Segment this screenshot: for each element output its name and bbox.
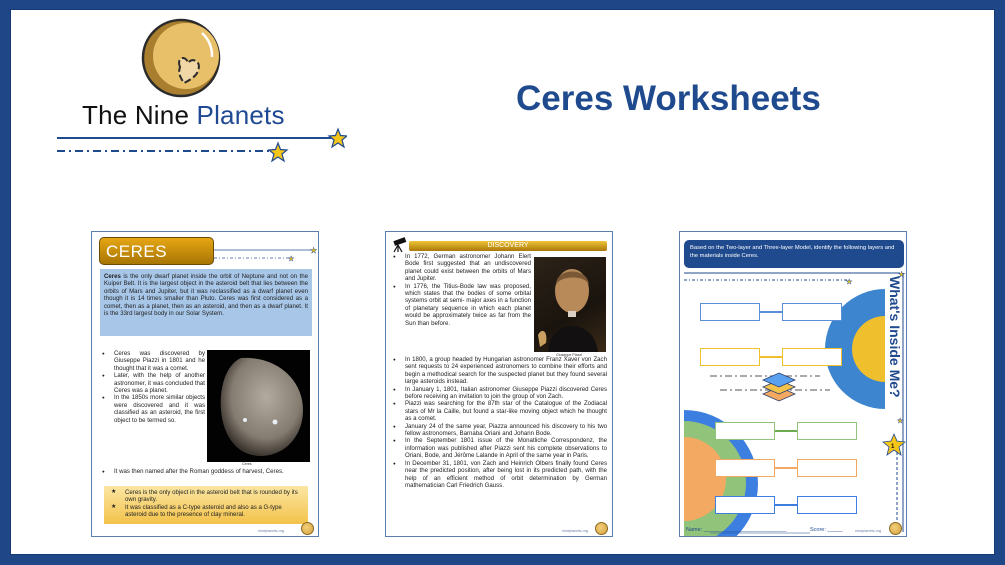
discovery-list-bottom [391,356,607,489]
ceres-highlight-box [104,486,308,524]
ceres-intro: Ceres is the only dwarf planet inside the orbit of Neptune and not on the Kuiper Belt. It is the largest object in the asteroid belt that lies between the orbits of Mars and Jupiter, but it was reclassified as a dwarf planet even though it is 14 times smaller than Pluto. Ceres was first considered as a comet, then as a planet, then as an asteroid, and then as a dwarf planet. It is the 33rd largest body in our Solar System. [100,269,312,336]
svg-text:★: ★ [288,256,295,263]
worksheet-whats-inside[interactable] [679,231,907,537]
list-item: ● In the September 1801 issue of the Monatliche Correspondenz, the information was published after Piazzi sent his complete observations to Oriani, Bode, and Jérôme Lalande in April of the same year in Paris. [391,437,607,459]
worksheet-ceres[interactable] [91,231,319,537]
answer-box[interactable] [797,422,857,440]
brand-logo[interactable] [47,14,347,164]
list-item: ● It was then named after the Roman goddess of harvest, Ceres. [100,468,312,475]
list-item: ● In 1772, German astronomer Johann Elert Bode first suggested that an undiscovered planet could exist between the orbits of Mars and Jupiter. [391,253,531,283]
list-item: ★ It was classified as a C-type asteroid and also as a G-type asteroid due to the presence of clay mineral. [109,504,303,519]
ceres-banner: CERES [99,237,214,265]
telescope-icon [390,237,408,253]
piazzi-caption: Giuseppe Piazzi [556,353,582,357]
svg-text:★: ★ [310,246,318,255]
list-item: ★ Ceres is the only object in the asteroid belt that is rounded by its own gravity. [109,489,303,504]
ceres-facts-list [100,350,205,424]
score-field-label: Score: _____ [810,527,843,533]
answer-box[interactable] [797,459,857,477]
worksheet-vertical-title: What's Inside Me? [887,276,903,398]
discovery-list-top [391,253,531,327]
planet-logo-icon [140,17,222,99]
discovery-banner: DISCOVERY [409,241,607,251]
box-connector [760,311,782,313]
banner-star-lines [214,244,319,266]
page-title: Ceres Worksheets [516,79,821,118]
planet-logo-icon [889,522,902,535]
planet-logo-icon [595,522,608,535]
site-footer: nineplanets.org [258,529,284,533]
star-number: 1 [891,444,895,450]
box-connector [775,430,797,432]
svg-text:★: ★ [846,279,853,286]
box-connector [775,504,797,506]
answer-box[interactable] [715,496,775,514]
answer-box[interactable] [700,348,760,366]
ceres-image-caption: Ceres [242,462,252,466]
list-item: ● In the 1850s more similar objects were discovered and it was classified as an asteroid, the first object to be termed so. [100,394,205,424]
list-item: ● January 24 of the same year, Piazza announced his discovery to his two fellow astronomers, Barnaba Oriani and Johann Bode. [391,423,607,438]
brand-name: The Nine Planets [82,100,285,130]
list-item: ● Piazzi was searching for the 87th star of the Catalogue of the Zodiacal stars of Mr la Caille, but found a star-like moving object which he thought as a comet. [391,400,607,422]
answer-box[interactable] [700,303,760,321]
site-footer: nineplanets.org [562,529,588,533]
answer-box[interactable] [797,496,857,514]
list-item: ● In 1776, the Titius-Bode law was proposed, which states that the bodies of some orbital systems orbit at semi- major axes in a function of planetary sequence in which each planet would be approximately twice as far from the Sun than before. [391,283,531,327]
box-connector [760,356,782,358]
list-item: ● Ceres was discovered by Giuseppe Piazzi in 1801 and he thought that it was a comet. [100,350,205,372]
svg-text:★: ★ [898,270,906,279]
box-connector [775,467,797,469]
ceres-last-fact [100,468,312,475]
worksheet-prompt: Based on the Two-layer and Three-layer Model, identify the following layers and the materials inside Ceres. [684,240,904,268]
list-item: ● In 1800, a group headed by Hungarian astronomer Franz Xaver von Zach sent requests to 24 experienced astronomers to combine their efforts and begin a methodical search for the suspected planet but they found several large asteroids instead. [391,356,607,386]
answer-box[interactable] [715,422,775,440]
logo-star-lines [47,127,347,167]
list-item: ● Later, with the help of another astronomer, it was concluded that Ceres was a planet. [100,372,205,394]
site-footer: nineplanets.org [855,529,881,533]
answer-box[interactable] [782,348,842,366]
ceres-image [207,350,310,462]
worksheet-discovery[interactable] [385,231,613,537]
name-field-label: Name: ___________________________ [686,527,787,533]
page-frame [10,9,995,555]
planet-logo-icon [301,522,314,535]
answer-box[interactable] [715,459,775,477]
list-item: ● In January 1, 1801, Italian astronomer Giuseppe Piazzi discovered Ceres before receiving an invitation to join the group of von Zach. [391,386,607,401]
list-item: ● In December 31, 1801, von Zach and Heinrich Olbers finally found Ceres near the predicted position, after being lost in its predicted path, with the help of an efficient method of orbit determination by German mathematician Carl Friedrich Gauss. [391,460,607,490]
answer-box[interactable] [782,303,842,321]
piazzi-portrait-image [534,257,606,352]
svg-text:★: ★ [897,418,904,425]
layer-diagram [680,232,907,537]
